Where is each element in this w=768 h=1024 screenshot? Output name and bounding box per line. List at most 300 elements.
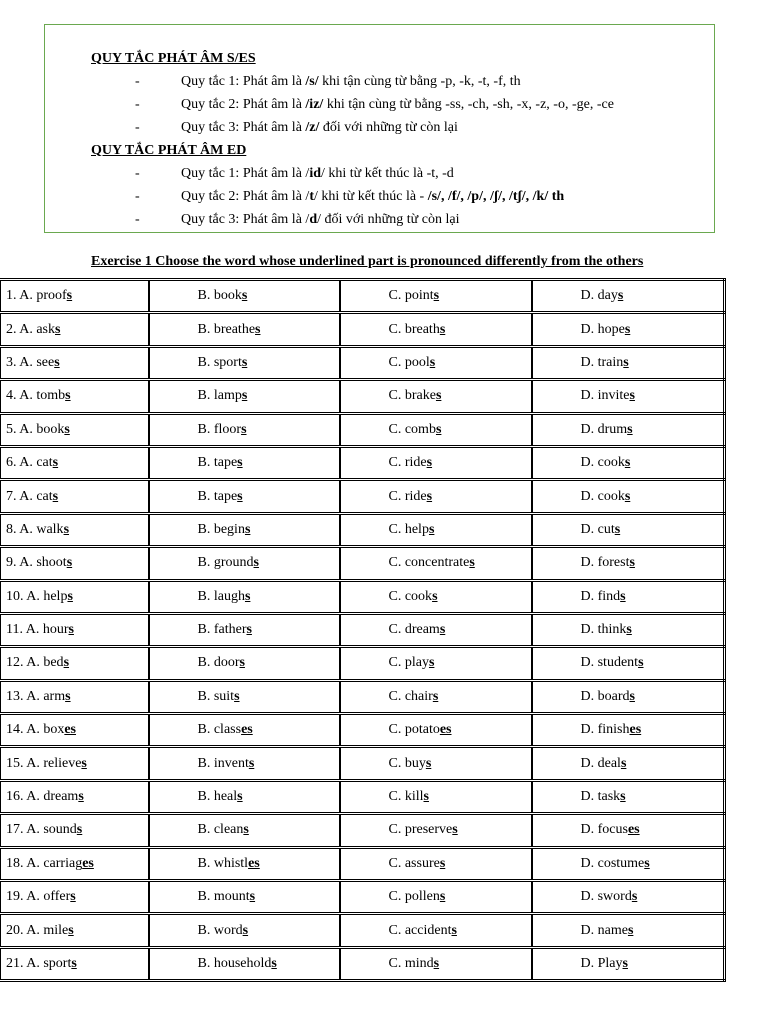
option-c <box>340 947 532 980</box>
option-c <box>340 313 532 346</box>
option-word: D. cook <box>580 488 625 504</box>
underlined-part: s <box>620 789 626 805</box>
underlined-part: s <box>249 889 256 905</box>
underlined-part: s <box>629 688 635 704</box>
option-a <box>1 380 149 413</box>
underlined-part: s <box>65 688 71 704</box>
ses-rules-title: QUY TẮC PHÁT ÂM S/ES <box>91 51 256 66</box>
option-word: C. mind <box>388 956 434 971</box>
option-word: D. finish <box>580 722 630 738</box>
option-word: B. laugh <box>197 588 245 604</box>
option-word: 4. A. tomb <box>6 388 66 404</box>
underlined-part: s <box>64 421 70 437</box>
rule-text-post: khi tận cùng từ bằng -ss, -ch, -sh, -x, -z, -o, -ge, -ce <box>323 97 614 112</box>
underlined-part: s <box>435 388 442 404</box>
question-row <box>1 480 725 513</box>
option-word: B. mount <box>197 889 250 905</box>
option-word: 14. A. box <box>6 722 65 738</box>
underlined-part: s <box>620 755 627 771</box>
option-c <box>340 780 532 813</box>
question-row <box>1 780 725 813</box>
bullet-dash: - <box>135 189 140 204</box>
option-a <box>1 847 149 880</box>
option-b <box>149 680 340 713</box>
underlined-part: s <box>432 688 439 704</box>
option-b <box>149 380 340 413</box>
option-b <box>149 847 340 880</box>
option-a <box>1 313 149 346</box>
option-word: C. pollen <box>388 889 440 905</box>
option-word: C. buy <box>388 755 426 771</box>
option-a <box>1 280 149 313</box>
rule-sound: /iz/ <box>305 97 324 112</box>
question-row <box>1 847 725 880</box>
underlined-part: es <box>248 855 260 871</box>
option-word: 15. A. relieve <box>6 755 82 771</box>
option-a <box>1 680 149 713</box>
option-c <box>340 647 532 680</box>
option-d <box>532 480 725 513</box>
underlined-part: s <box>63 655 70 671</box>
underlined-part: s <box>451 922 457 938</box>
option-word: B. word <box>197 922 243 938</box>
option-a <box>1 747 149 780</box>
underlined-part: s <box>638 655 644 671</box>
option-d <box>532 580 725 613</box>
underlined-part: s <box>78 789 84 805</box>
underlined-part: s <box>433 288 440 304</box>
option-b <box>149 480 340 513</box>
rules-box <box>44 24 715 233</box>
option-b <box>149 280 340 313</box>
underlined-part: s <box>66 555 73 571</box>
rule-text-pre: Quy tắc 1: Phát âm là / <box>181 166 310 181</box>
option-d <box>532 613 725 646</box>
option-word: B. floor <box>197 421 242 437</box>
option-a <box>1 914 149 947</box>
underlined-part: s <box>617 288 624 304</box>
option-word: D. deal <box>580 755 621 771</box>
underlined-part: s <box>242 922 249 938</box>
underlined-part: s <box>248 755 255 771</box>
option-d <box>532 947 725 980</box>
option-word: C. potato <box>388 722 440 738</box>
option-word: B. invent <box>197 755 249 771</box>
option-word: D. focus <box>580 822 628 838</box>
option-word: D. day <box>580 288 618 304</box>
ed-rule-line <box>91 208 714 231</box>
underlined-part: s <box>439 321 446 337</box>
option-c <box>340 680 532 713</box>
option-b <box>149 313 340 346</box>
underlined-part: s <box>241 354 248 370</box>
underlined-part: s <box>631 889 638 905</box>
underlined-part: s <box>54 354 60 370</box>
option-word: B. lamp <box>197 388 242 404</box>
underlined-part: s <box>237 789 243 805</box>
option-word: 20. A. mile <box>6 922 69 938</box>
rule-text <box>181 185 564 208</box>
option-c <box>340 280 532 313</box>
underlined-part: s <box>439 622 446 638</box>
option-a <box>1 814 149 847</box>
option-d <box>532 680 725 713</box>
option-word: C. help <box>388 521 429 537</box>
option-a <box>1 647 149 680</box>
option-d <box>532 513 725 546</box>
underlined-part: s <box>246 622 252 638</box>
underlined-part: s <box>237 488 243 504</box>
option-d <box>532 413 725 446</box>
option-c <box>340 914 532 947</box>
underlined-part: s <box>614 521 621 537</box>
option-word: B. breathe <box>197 321 256 337</box>
option-c <box>340 613 532 646</box>
underlined-part: s <box>66 288 73 304</box>
underlined-part: s <box>452 822 458 838</box>
option-word: 17. A. sound <box>6 822 77 838</box>
underlined-part: s <box>243 822 249 838</box>
underlined-part: es <box>241 722 253 738</box>
underlined-part: s <box>55 321 61 337</box>
option-c <box>340 547 532 580</box>
option-word: D. forest <box>580 555 630 571</box>
option-word: C. assure <box>388 855 440 871</box>
rule-sound: /z/ <box>305 120 320 135</box>
ses-rule-line <box>91 93 714 116</box>
option-word: 18. A. carriag <box>6 855 83 871</box>
underlined-part: s <box>67 588 73 604</box>
underlined-part: s <box>433 956 440 971</box>
ed-rules-list <box>91 162 714 231</box>
option-word: C. dream <box>388 622 440 638</box>
option-c <box>340 346 532 379</box>
option-word: D. name <box>580 922 628 938</box>
rule-text-pre: Quy tắc 1: Phát âm là <box>181 74 306 89</box>
rule-text-pre: Quy tắc 2: Phát âm là <box>181 97 306 112</box>
option-a <box>1 480 149 513</box>
option-word: D. invite <box>580 388 630 404</box>
underlined-part: s <box>52 455 59 471</box>
underlined-part: s <box>241 288 248 304</box>
option-word: D. find <box>580 588 621 604</box>
option-c <box>340 413 532 446</box>
question-row <box>1 647 725 680</box>
option-word: 2. A. ask <box>6 321 55 337</box>
option-word: C. point <box>388 288 434 304</box>
option-word: B. whistl <box>197 855 249 871</box>
option-d <box>532 380 725 413</box>
underlined-part: s <box>255 321 261 337</box>
underlined-part: s <box>469 555 475 571</box>
option-c <box>340 380 532 413</box>
rule-text <box>181 208 459 231</box>
option-word: 3. A. see <box>6 354 55 370</box>
underlined-part: s <box>70 889 76 905</box>
question-row <box>1 280 725 313</box>
underlined-part: s <box>439 889 446 905</box>
option-word: B. ground <box>197 555 254 571</box>
option-d <box>532 747 725 780</box>
underlined-part: s <box>244 521 251 537</box>
option-word: B. clean <box>197 822 244 838</box>
underlined-part: s <box>237 455 243 471</box>
question-row <box>1 814 725 847</box>
option-word: D. think <box>580 622 627 638</box>
rule-text <box>181 70 521 93</box>
option-a <box>1 346 149 379</box>
underlined-part: s <box>629 555 635 571</box>
option-d <box>532 914 725 947</box>
underlined-part: s <box>629 388 635 404</box>
underlined-part: s <box>65 388 71 404</box>
option-word: C. cook <box>388 588 433 604</box>
option-d <box>532 547 725 580</box>
option-word: D. hope <box>580 321 625 337</box>
option-word: C. breath <box>388 321 440 337</box>
underlined-part: s <box>71 956 77 971</box>
option-d <box>532 446 725 479</box>
option-a <box>1 714 149 747</box>
question-row <box>1 613 725 646</box>
question-row <box>1 580 725 613</box>
rule-sound: t <box>309 189 314 204</box>
option-word: C. accident <box>388 922 452 938</box>
underlined-part: s <box>435 421 442 437</box>
option-word: B. suit <box>197 688 235 704</box>
underlined-part: s <box>426 488 433 504</box>
question-row <box>1 313 725 346</box>
rule-text-post: / khi từ kết thúc là - <box>313 189 428 204</box>
option-word: C. ride <box>388 488 427 504</box>
option-word: B. book <box>197 288 242 304</box>
option-c <box>340 446 532 479</box>
option-word: D. cook <box>580 455 625 471</box>
ed-rule-line <box>91 162 714 185</box>
option-word: 16. A. dream <box>6 789 79 805</box>
option-word: B. begin <box>197 521 245 537</box>
option-c <box>340 480 532 513</box>
bullet-dash: - <box>135 97 140 112</box>
rule-text-pre: Quy tắc 3: Phát âm là <box>181 120 306 135</box>
underlined-part: es <box>439 722 452 738</box>
bullet-dash: - <box>135 166 140 181</box>
option-word: B. father <box>197 622 247 638</box>
rule-text-pre: Quy tắc 2: Phát âm là / <box>181 189 310 204</box>
rule-text-post: / đối với những từ còn lại <box>317 212 460 227</box>
underlined-part: s <box>234 688 240 704</box>
underlined-part: s <box>624 321 631 337</box>
option-b <box>149 714 340 747</box>
rule-text <box>181 93 614 116</box>
option-b <box>149 346 340 379</box>
option-a <box>1 446 149 479</box>
option-word: B. door <box>197 655 240 671</box>
option-d <box>532 881 725 914</box>
underlined-part: es <box>82 855 94 871</box>
option-word: D. board <box>580 688 630 704</box>
option-c <box>340 814 532 847</box>
option-word: 8. A. walk <box>6 521 64 537</box>
option-word: 12. A. bed <box>6 655 64 671</box>
option-c <box>340 714 532 747</box>
underlined-part: es <box>629 722 642 738</box>
underlined-part: s <box>622 956 628 971</box>
underlined-part: s <box>429 354 436 370</box>
underlined-part: s <box>425 755 432 771</box>
underlined-part: s <box>439 855 446 871</box>
option-word: 5. A. book <box>6 421 65 437</box>
option-word: C. concentrate <box>388 555 470 571</box>
underlined-part: es <box>64 722 77 738</box>
underlined-part: s <box>253 555 259 571</box>
option-word: 6. A. cat <box>6 455 53 471</box>
question-row <box>1 914 725 947</box>
rule-text <box>181 162 454 185</box>
underlined-part: s <box>241 388 248 404</box>
option-d <box>532 714 725 747</box>
underlined-part: es <box>627 822 640 838</box>
option-a <box>1 780 149 813</box>
question-row <box>1 947 725 980</box>
underlined-part: s <box>623 354 629 370</box>
option-a <box>1 580 149 613</box>
option-a <box>1 613 149 646</box>
underlined-part: s <box>624 455 631 471</box>
option-word: D. train <box>580 354 624 370</box>
option-b <box>149 446 340 479</box>
ses-rule-line <box>91 116 714 139</box>
option-c <box>340 747 532 780</box>
option-word: D. drum <box>580 421 628 437</box>
option-word: C. brake <box>388 388 436 404</box>
option-word: D. sword <box>580 889 632 905</box>
option-a <box>1 513 149 546</box>
exercise-table <box>0 278 726 982</box>
underlined-part: s <box>68 622 74 638</box>
option-word: 21. A. sport <box>6 956 72 971</box>
ses-rule-line <box>91 70 714 93</box>
underlined-part: s <box>52 488 59 504</box>
underlined-part: s <box>426 455 433 471</box>
underlined-part: s <box>423 789 429 805</box>
option-word: 13. A. arm <box>6 688 66 704</box>
option-d <box>532 814 725 847</box>
option-b <box>149 747 340 780</box>
ed-rules-title: QUY TẮC PHÁT ÂM ED <box>91 143 247 158</box>
question-row <box>1 747 725 780</box>
option-d <box>532 847 725 880</box>
option-c <box>340 580 532 613</box>
option-word: C. comb <box>388 421 436 437</box>
underlined-part: s <box>620 588 626 604</box>
option-b <box>149 881 340 914</box>
underlined-part: s <box>626 622 632 638</box>
option-word: B. household <box>197 956 272 971</box>
option-word: 11. A. hour <box>6 622 69 638</box>
underlined-part: s <box>644 855 650 871</box>
option-word: B. tape <box>197 488 238 504</box>
option-a <box>1 947 149 980</box>
rule-text-post: đối với những từ còn lại <box>319 120 458 135</box>
option-word: B. class <box>197 722 242 738</box>
option-b <box>149 947 340 980</box>
option-d <box>532 280 725 313</box>
option-word: B. tape <box>197 455 238 471</box>
underlined-part: s <box>627 922 634 938</box>
underlined-part: s <box>428 655 435 671</box>
option-word: D. Play <box>580 956 623 971</box>
underlined-part: s <box>68 922 74 938</box>
question-row <box>1 446 725 479</box>
underlined-part: s <box>81 755 87 771</box>
bullet-dash: - <box>135 120 140 135</box>
option-b <box>149 413 340 446</box>
option-c <box>340 513 532 546</box>
option-d <box>532 313 725 346</box>
option-d <box>532 780 725 813</box>
bullet-dash: - <box>135 74 140 89</box>
option-b <box>149 647 340 680</box>
option-b <box>149 513 340 546</box>
option-word: 9. A. shoot <box>6 555 67 571</box>
option-d <box>532 346 725 379</box>
option-word: 1. A. proof <box>6 288 67 304</box>
option-word: 7. A. cat <box>6 488 53 504</box>
option-b <box>149 780 340 813</box>
option-b <box>149 580 340 613</box>
question-row <box>1 413 725 446</box>
option-word: B. heal <box>197 789 238 805</box>
ses-rules-list <box>91 70 714 139</box>
option-b <box>149 613 340 646</box>
rule-endings: /s/, /f/, /p/, /ʃ/, /tʃ/, /k/ th <box>427 189 565 204</box>
option-word: C. ride <box>388 455 427 471</box>
rule-sound: /s/ <box>305 74 319 89</box>
rule-text-pre: Quy tắc 3: Phát âm là / <box>181 212 310 227</box>
option-word: D. student <box>580 655 639 671</box>
option-word: C. chair <box>388 688 433 704</box>
underlined-part: s <box>241 421 247 437</box>
option-b <box>149 814 340 847</box>
underlined-part: s <box>63 521 70 537</box>
question-row <box>1 380 725 413</box>
underlined-part: s <box>428 521 435 537</box>
underlined-part: s <box>76 822 83 838</box>
underlined-part: s <box>239 655 245 671</box>
bullet-dash: - <box>135 212 140 227</box>
underlined-part: s <box>271 956 277 971</box>
exercise-title: Exercise 1 Choose the word whose underlined part is pronounced differently from the others <box>91 254 644 269</box>
underlined-part: s <box>627 421 633 437</box>
rule-sound: id <box>309 166 321 181</box>
option-word: C. kill <box>388 789 424 805</box>
rule-text-post: / khi từ kết thúc là -t, -d <box>321 166 454 181</box>
option-word: 10. A. help <box>6 588 68 604</box>
option-word: B. sport <box>197 354 242 370</box>
option-c <box>340 847 532 880</box>
rule-text <box>181 116 458 139</box>
question-row <box>1 513 725 546</box>
option-a <box>1 547 149 580</box>
option-word: C. preserve <box>388 822 453 838</box>
option-word: D. costume <box>580 855 645 871</box>
option-b <box>149 914 340 947</box>
ed-rule-line <box>91 185 714 208</box>
option-a <box>1 881 149 914</box>
underlined-part: s <box>244 588 251 604</box>
rule-sound: d <box>309 212 318 227</box>
